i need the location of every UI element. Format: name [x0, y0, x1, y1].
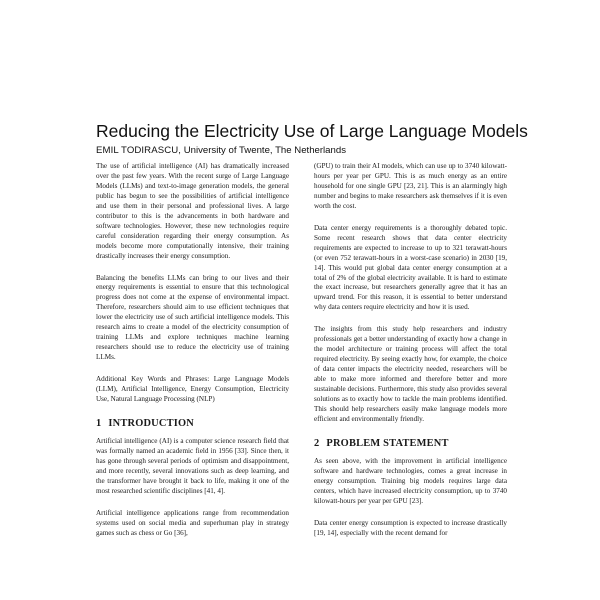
intro-paragraph-4: Data center energy requirements is a thoroughly debated topic. Some recent research shows that data center electricity requirements are expected to increase to up to 321 terawatt-hours (or even 752 terawatt-hours in a worst-case scenario) in 2030 [19, 14]. This would put global data center energy consumption at a total of 2% of the global electricity available. It is hard to estimate the exact increase, but researchers generally agree that it has an upward trend. For this reason, it is essential to better understand why data centers require electricity and how it is used.	[314, 223, 507, 312]
abstract-paragraph-1: The use of artificial intelligence (AI) has dramatically increased over the past few years. With the recent surge of Large Language Models (LLMs) and text-to-image generation models, the general public has begun to see the possibilities of artificial intelligence and use them in their personal and professional lives. A large contributor to this is the advancements in both hardware and software technologies. However, these new technologies require careful consideration regarding their energy consumption. As models become more computationally intensive, their training drastically increases their energy consumption.	[96, 162, 289, 260]
problem-paragraph-1: As seen above, with the improvement in artificial intelligence software and hardware technologies, comes a great increase in energy consumption. Training big models requires large data centers, which have increased electricity consumption, up to 3740 kilowatt-hours per year per GPU [23].	[314, 456, 507, 505]
abstract-paragraph-2: Balancing the benefits LLMs can bring to our lives and their energy requirements is essential to ensure that this technological progress does not come at the expense of environmental impact. Therefore, researchers should aim to use efficient techniques that lower the electricity use of such artificial intelligence models. This research aims to create a model of the electricity consumption of training LLMs and explore techniques machine learning researchers should use to reduce the electricity use of training LLMs.	[96, 273, 289, 362]
section-title: PROBLEM STATEMENT	[326, 437, 449, 449]
left-column	[96, 162, 289, 551]
keywords-paragraph: Additional Key Words and Phrases: Large Language Models (LLM), Artificial Intelligence, Energy Consumption, Electricity Use, Natural Language Processing (NLP)	[96, 375, 289, 404]
intro-paragraph-5: The insights from this study help researchers and industry professionals get a better understanding of exactly how a change in the model architecture or training process will affect the total required electricity. By seeing exactly how, for example, the choice of data center impacts the electricity needed, researchers will be able to make more informed and therefore better and more sustainable decisions. Furthermore, this study also provides several solutions as to exactly how to tackle the main problems identified. This should help researchers easily make language models more efficient and environmentally friendly.	[314, 325, 507, 423]
paper-title: Reducing the Electricity Use of Large Language Models	[96, 121, 528, 141]
problem-paragraph-2: Data center energy consumption is expected to increase drastically [19, 14], especially with the recent demand for	[314, 518, 507, 537]
author-name: EMIL TODIRASCU,	[96, 145, 182, 156]
intro-paragraph-2: Artificial intelligence applications range from recommendation systems used on social media and superhuman play in strategy games such as chess or Go [36],	[96, 508, 289, 537]
section-heading-introduction	[96, 417, 289, 430]
intro-paragraph-3: (GPU) to train their AI models, which can use up to 3740 kilowatt-hours per year per GPU. This is as much energy as an entire household for one single GPU [23, 21]. This is an alarmingly high number and begins to make researchers ask themselves if it is even worth the cost.	[314, 162, 507, 210]
section-title: INTRODUCTION	[108, 417, 194, 429]
author-affiliation: University of Twente, The Netherlands	[183, 145, 346, 156]
right-column	[314, 162, 507, 551]
section-heading-problem-statement	[314, 437, 507, 450]
section-number: 1	[96, 417, 102, 429]
author-line	[96, 145, 536, 157]
intro-paragraph-1: Artificial intelligence (AI) is a computer science research field that was formally named an academic field in 1956 [33]. Since then, it has gone through several periods of optimism and disappointment, and more recently, several innovations such as deep learning, and the transformer have brought it back to life, making it one of the most researched scientific disciplines [41, 4].	[96, 436, 289, 495]
section-number: 2	[314, 437, 320, 449]
